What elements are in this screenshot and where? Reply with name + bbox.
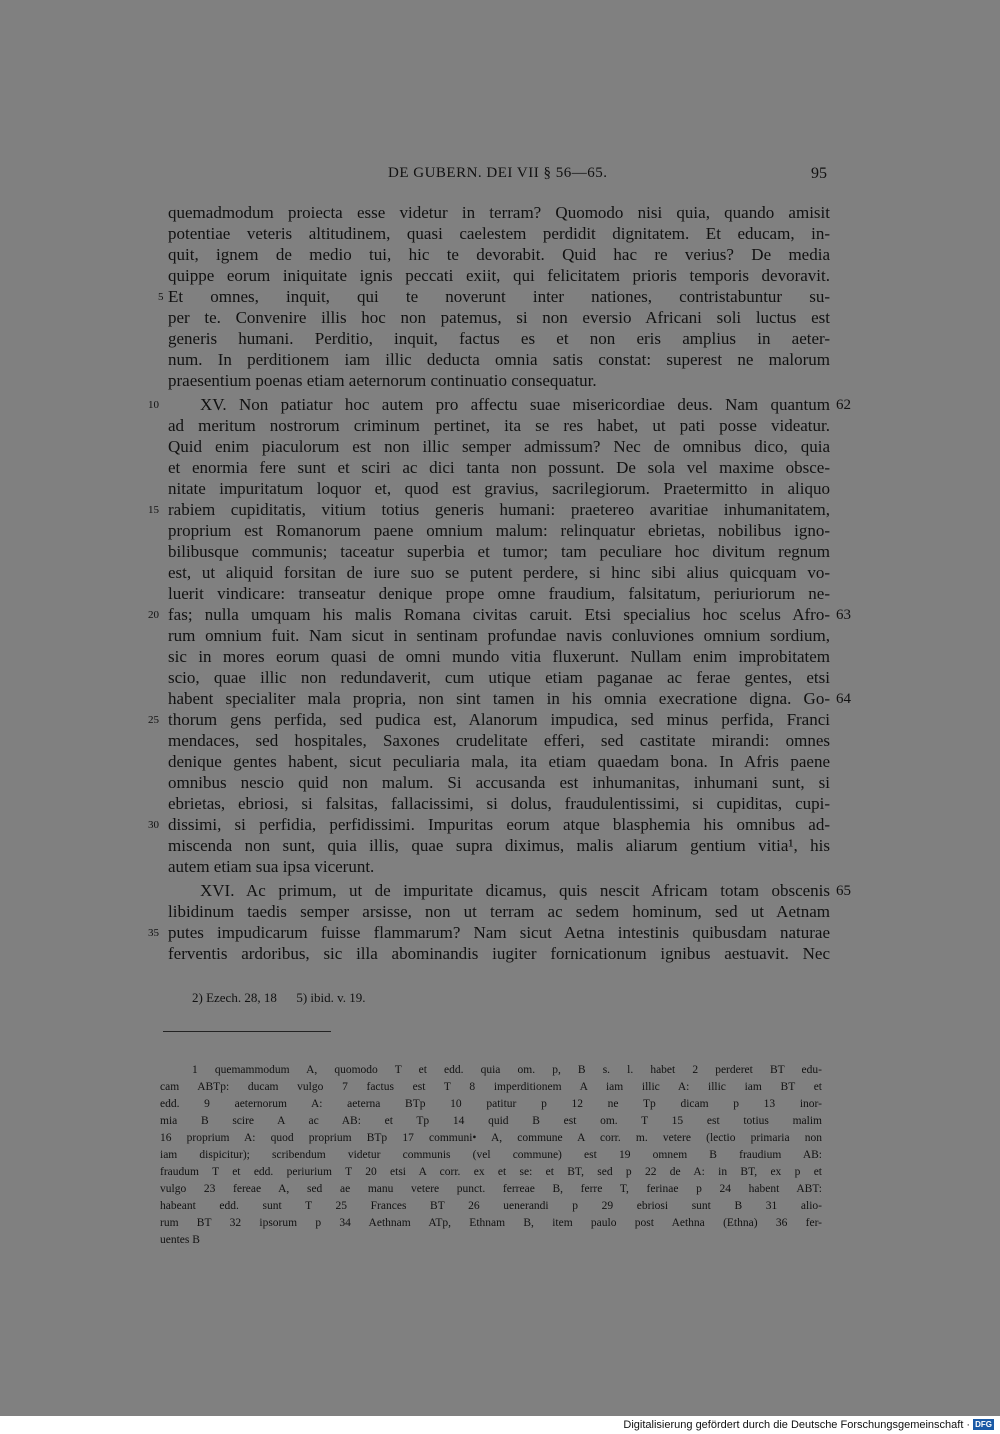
text-line: et enormia fere sunt et sciri ac dici tanta non possunt. De sola vel maxime obsce- (168, 458, 830, 477)
text-line: per te. Convenire illis hoc non patemus, si non eversio Africani soli luctus est (168, 308, 830, 327)
text-line: sic in mores eorum quasi de omni mundo vitia fluxerunt. Nullam enim improbitatem (168, 647, 830, 666)
text-line: mendaces, sed hospitales, Saxones crudelitate efferi, sed castitate mirandi: omnes (168, 731, 830, 750)
text-line: putes impudicarum fuisse flammarum? Nam sicut Aetna intestinis quibusdam naturae (168, 923, 830, 942)
text-line: habent specialiter mala propria, non sint tamen in his omnia execratione digna. Go- (168, 689, 830, 708)
section-number: 63 (836, 607, 851, 623)
section-number: 62 (836, 397, 851, 413)
text-line: proprium est Romanorum paene omnium malum: relinquatur ebrietas, nobilibus igno- (168, 521, 830, 540)
section-number: 64 (836, 691, 851, 707)
text-line: omnibus nescio quid non malum. Si accusanda est inhumanitas, inhumani sunt, si (168, 773, 830, 792)
text-line: autem etiam sua ipsa vicerunt. (168, 857, 375, 876)
apparatus-line: habeant edd. sunt T 25 Frances BT 26 uenerandi p 29 ebriosi sunt B 31 alio- (160, 1200, 822, 1212)
line-number: 10 (148, 399, 159, 411)
chapter-start-line: XV. Non patiatur hoc autem pro affectu suae misericordiae deus. Nam quantum (200, 395, 830, 414)
footnote-references: 2) Ezech. 28, 18 5) ibid. v. 19. (192, 990, 366, 1005)
line-number: 20 (148, 609, 159, 621)
line-number: 25 (148, 714, 159, 726)
line-number: 15 (148, 504, 159, 516)
line-number: 30 (148, 819, 159, 831)
text-line: potentiae veteris altitudinem, quasi caelestem perdidit dignitatem. Et educam, in- (168, 224, 830, 243)
text-line: quemadmodum proiecta esse videtur in terram? Quomodo nisi quia, quando amisit (168, 203, 830, 222)
apparatus-line: 1 quemammodum A, quomodo T et edd. quia om. p, B s. l. habet 2 perderet BT edu- (192, 1064, 822, 1076)
text-line: quit, ignem de medio tui, hic te devorabit. Quid hac re verius? De media (168, 245, 830, 264)
chapter-start-line: XVI. Ac primum, ut de impuritate dicamus, quis nescit Africam totam obscenis (200, 881, 830, 900)
dfg-logo-icon: DFG (975, 1420, 992, 1429)
text-line: rabiem cupiditatis, vitium totius generis humani: praetereo avaritiae inhumanitatem, (168, 500, 830, 519)
text-line: fas; nulla umquam his malis Romana civitas caruit. Etsi specialius hoc scelus Afro- (168, 605, 830, 624)
apparatus-line: rum BT 32 ipsorum p 34 Aethnam ATp, Ethnam B, item paulo post Aethna (Ethna) 36 fer- (160, 1217, 822, 1229)
text-line: libidinum taedis semper arsisse, non ut terram ac sedem hominum, sed ut Aetnam (168, 902, 830, 921)
text-line: est, ut aliquid forsitan de iure suo se putent perdere, si hinc sibi alius quicquam vo- (168, 563, 830, 582)
text-line: quippe eorum iniquitate ignis peccati exiit, qui felicitatem prioris temporis devoravit. (168, 266, 830, 285)
text-line: ad meritum nostrorum criminum pertinet, ita se res habet, ut pati posse videatur. (168, 416, 830, 435)
running-header: DE GUBERN. DEI VII § 56—65. (388, 165, 608, 181)
text-line: Et omnes, inquit, qui te noverunt inter nationes, contristabuntur su- (168, 287, 830, 306)
apparatus-line: cam ABTp: ducam vulgo 7 factus est T 8 imperditionem A iam illic A: illic iam BT et (160, 1081, 822, 1093)
text-line: num. In perditionem iam illic deducta omnia satis constat: superest ne malorum (168, 350, 830, 369)
apparatus-line: uentes B (160, 1234, 200, 1246)
text-line: rum omnium fuit. Nam sicut in sentinam profundae navis conluviones omnium sordium, (168, 626, 830, 645)
text-line: nitate impuritatum loquor et, quod est gravius, sacrilegiorum. Praetermitto in aliquo (168, 479, 830, 498)
line-number: 35 (148, 927, 159, 939)
section-number: 65 (836, 883, 851, 899)
text-line: denique gentes habent, sicut peculiaria mala, ita etiam quaedam bona. In Afris paene (168, 752, 830, 771)
text-line: praesentium poenas etiam aeternorum continuatio consequatur. (168, 371, 597, 390)
apparatus-line: vulgo 23 fereae A, sed ae manu vetere punct. ferreae B, ferre T, ferinae p 24 habent ABT: (160, 1183, 822, 1195)
text-line: bilibusque communis; taceatur superbia et tumor; tam peculiare hoc divitum regnum (168, 542, 830, 561)
text-line: dissimi, si perfidia, perfidissimi. Impuritas eorum atque blasphemia his omnibus ad- (168, 815, 830, 834)
apparatus-line: fraudum T et edd. periurium T 20 etsi A corr. ex et se: et BT, sed p 22 de A: in BT, ex p et (160, 1166, 822, 1178)
text-line: miscenda non sunt, quia illis, quae supra diximus, malis aliarum gentium vitia¹, his (168, 836, 830, 855)
text-line: ebrietas, ebriosi, si falsitas, fallacissimi, si dolus, fraudulentissimi, si cupiditas, cupi- (168, 794, 830, 813)
apparatus-line: iam dispicitur); scribendum videtur communis (vel commune) est 19 omnem B fraudium AB: (160, 1149, 822, 1161)
text-line: luerit vindicare: transeatur denique prope omne fraudium, falsitatum, periuriorum ne- (168, 584, 830, 603)
text-line: scio, quae illic non redundaverit, cum utique etiam paganae ac ferae gentes, etsi (168, 668, 830, 687)
text-line: ferventis ardoribus, sic illa abominandis iugiter fornicationum ignibus aestuavit. Nec (168, 944, 830, 963)
text-line: generis humani. Perditio, inquit, factus es et non eris amplius in aeter- (168, 329, 830, 348)
text-line: Quid enim piaculorum est non illic semper admissum? Nec de omnibus dico, quia (168, 437, 830, 456)
footnote-divider (163, 1031, 331, 1032)
funding-note: Digitalisierung gefördert durch die Deutsche Forschungsgemeinschaft · (623, 1419, 971, 1431)
page-number: 95 (811, 165, 827, 182)
funding-footer (623, 1419, 994, 1431)
apparatus-line: edd. 9 aeternorum A: aeterna BTp 10 patitur p 12 ne Tp dicam p 13 inor- (160, 1098, 822, 1110)
apparatus-line: 16 proprium A: quod proprium BTp 17 communi• A, commune A corr. m. vetere (lectio primaria non (160, 1132, 822, 1144)
line-number: 5 (158, 291, 164, 303)
text-line: thorum gens perfida, sed pudica est, Alanorum impudica, sed minus perfida, Franci (168, 710, 830, 729)
apparatus-line: mia B scire A ac AB: et Tp 14 quid B est om. T 15 est totius malim (160, 1115, 822, 1127)
